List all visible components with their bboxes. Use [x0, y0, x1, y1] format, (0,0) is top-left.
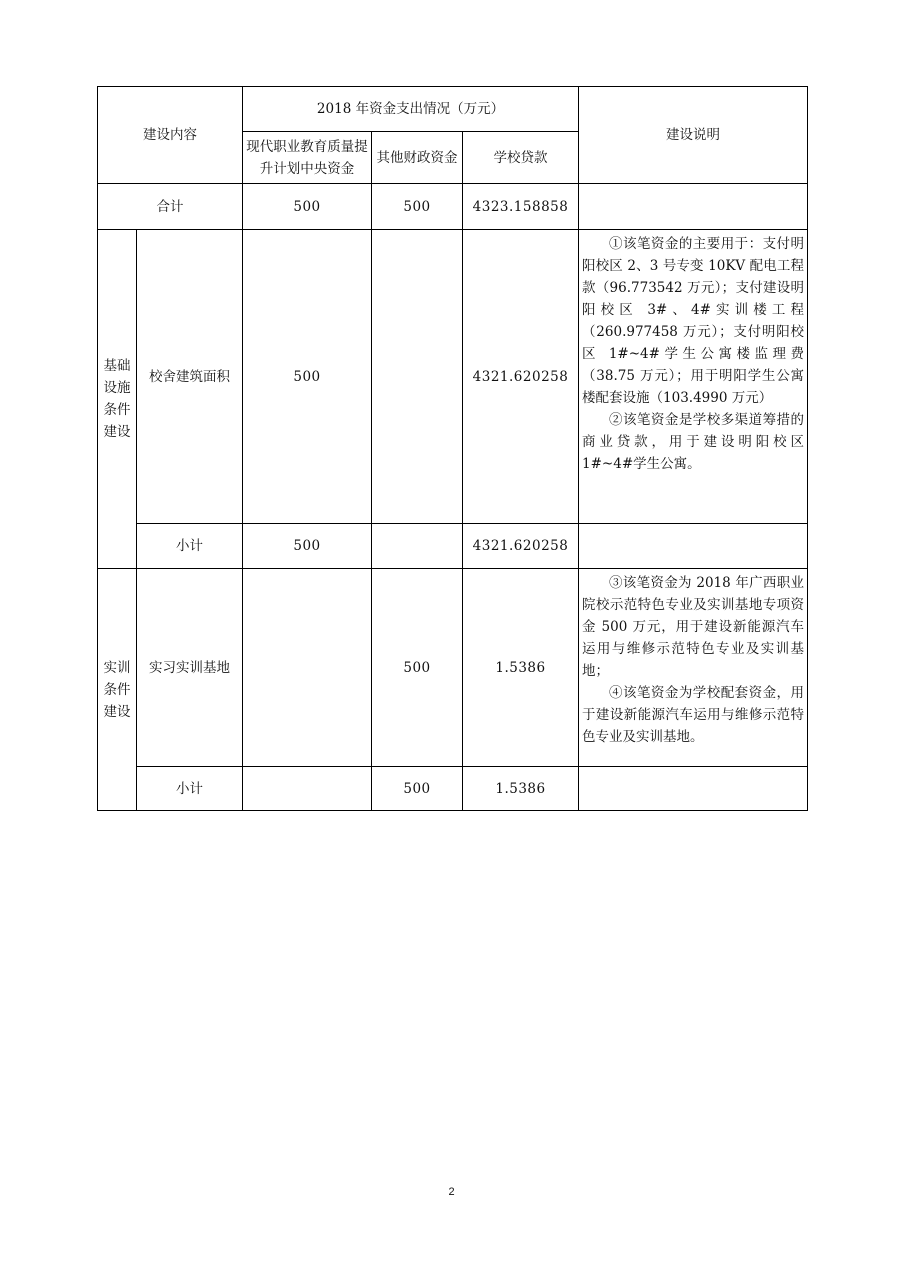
section2-central — [243, 569, 372, 767]
section1-subtotal-loan: 4321.620258 — [463, 524, 579, 569]
section1-row — [98, 230, 808, 524]
section1-subtotal-other — [372, 524, 463, 569]
section1-description — [579, 230, 808, 524]
header-row-1 — [98, 87, 808, 132]
section2-subtotal-loan: 1.5386 — [463, 767, 579, 811]
total-other: 500 — [372, 184, 463, 230]
funding-table — [97, 86, 808, 811]
total-central: 500 — [243, 184, 372, 230]
header-school-loan: 学校贷款 — [463, 132, 579, 184]
total-row — [98, 184, 808, 230]
section1-subtotal-row — [98, 524, 808, 569]
header-content: 建设内容 — [98, 87, 243, 184]
section2-subtotal-desc — [579, 767, 808, 811]
section2-subtotal-central — [243, 767, 372, 811]
section2-loan: 1.5386 — [463, 569, 579, 767]
total-desc — [579, 184, 808, 230]
section1-subtotal-label: 小计 — [137, 524, 243, 569]
total-loan: 4323.158858 — [463, 184, 579, 230]
section1-category: 基础设施条件建设 — [98, 230, 137, 569]
section1-item: 校舍建筑面积 — [137, 230, 243, 524]
header-central-funds: 现代职业教育质量提升计划中央资金 — [243, 132, 372, 184]
section1-desc-2: ②该笔资金是学校多渠道筹措的商业贷款，用于建设明阳校区 1#~4#学生公寓。 — [582, 412, 805, 472]
header-other-funds: 其他财政资金 — [372, 132, 463, 184]
section2-desc-2: ④该笔资金为学校配套资金，用于建设新能源汽车运用与维修示范特色专业及实训基地。 — [582, 685, 805, 745]
section2-category: 实训条件建设 — [98, 569, 137, 811]
section2-row — [98, 569, 808, 767]
section2-other: 500 — [372, 569, 463, 767]
section2-desc-1: ③该笔资金为 2018 年广西职业院校示范特色专业及实训基地专项资金 500 万元，用于建设新能源汽车运用与维修示范特色专业及实训基地； — [582, 575, 805, 679]
header-description: 建设说明 — [579, 87, 808, 184]
section2-subtotal-row — [98, 767, 808, 811]
section1-subtotal-desc — [579, 524, 808, 569]
section1-desc-1: ①该笔资金的主要用于：支付明阳校区 2、3 号专变 10KV 配电工程款（96.773542 万元）；支付建设明阳校区 3#、4#实训楼工程（260.977458 万元）；支付明阳校区 1#~4#学生公寓楼监理费（38.75 万元）；用于明阳学生公寓楼配套设施（103.4990 万元） — [582, 236, 805, 406]
section2-subtotal-other: 500 — [372, 767, 463, 811]
total-label: 合计 — [98, 184, 243, 230]
section1-subtotal-central: 500 — [243, 524, 372, 569]
section2-item: 实习实训基地 — [137, 569, 243, 767]
section1-loan: 4321.620258 — [463, 230, 579, 524]
section2-description — [579, 569, 808, 767]
page-number: 2 — [448, 1186, 455, 1198]
section2-subtotal-label: 小计 — [137, 767, 243, 811]
section1-other — [372, 230, 463, 524]
header-funding-group: 2018 年资金支出情况（万元） — [243, 87, 579, 132]
section1-central: 500 — [243, 230, 372, 524]
